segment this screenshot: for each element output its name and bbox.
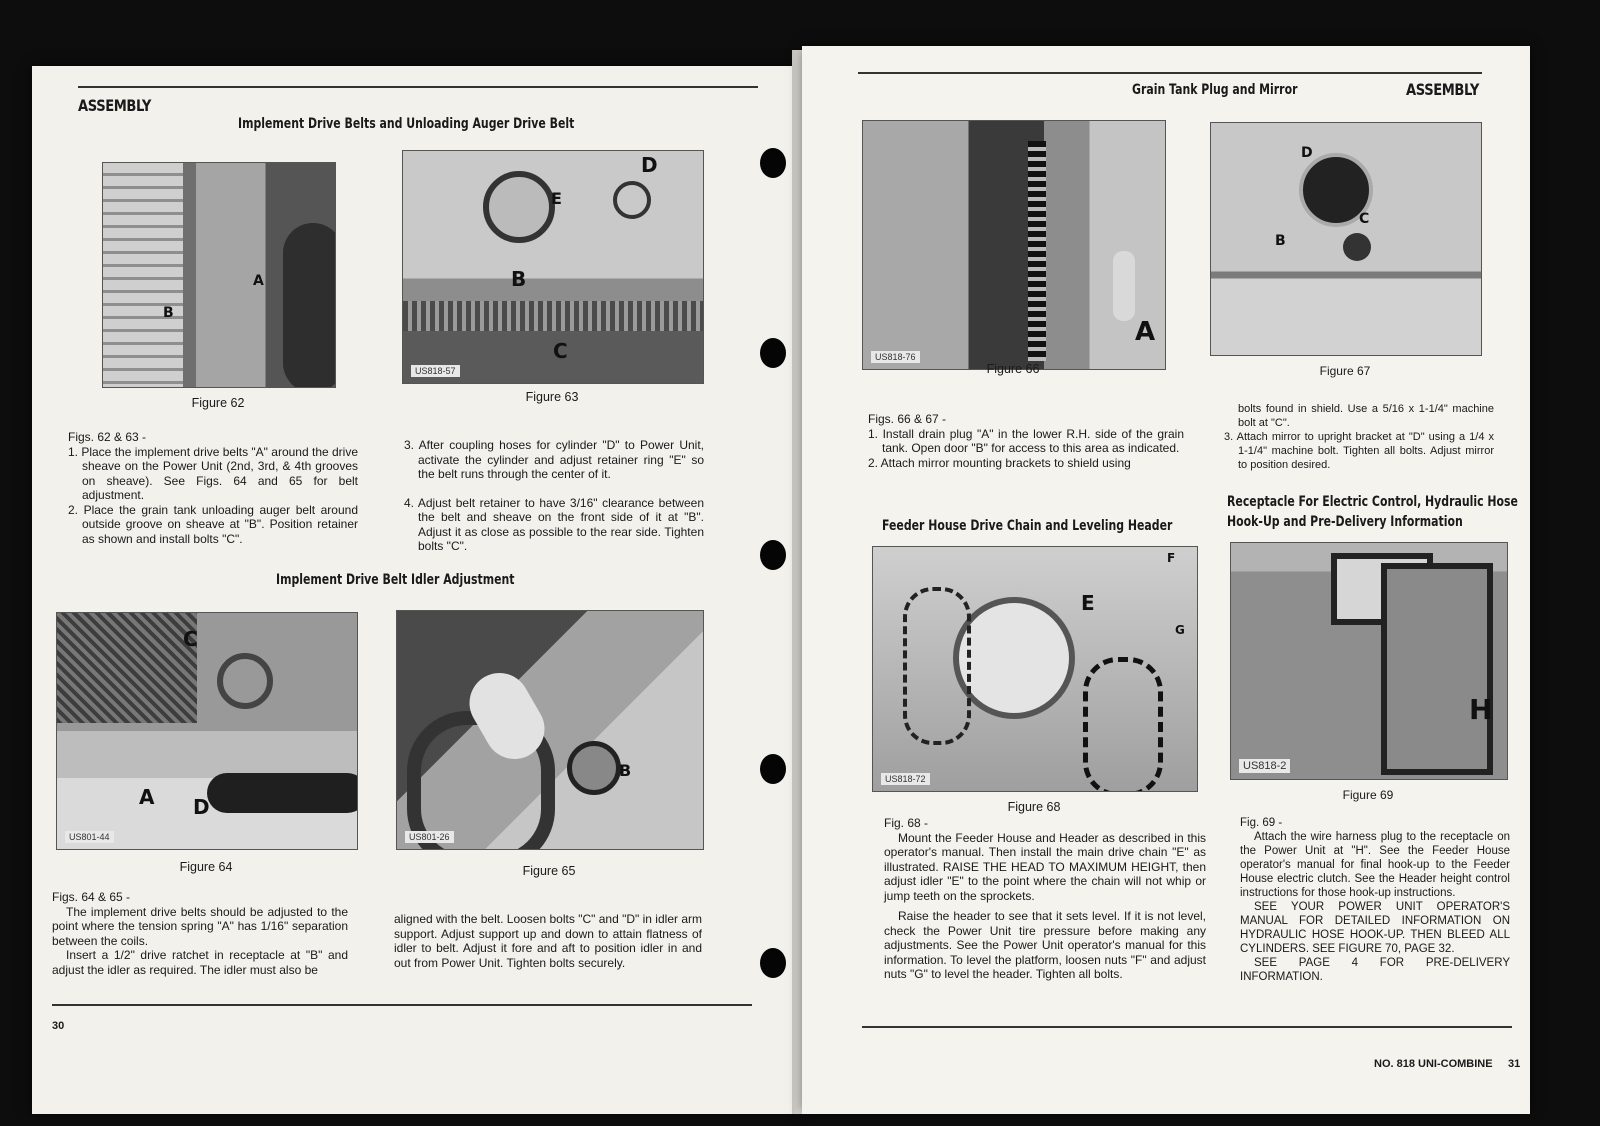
paragraph: SEE YOUR POWER UNIT OPERATOR'S MANUAL FOR DETAILED INFORMATION ON HYDRAULIC HOSE HOOK-UP. THEN BLEED ALL CYLINDERS. SEE FIGURE 70, PAGE 32. — [1240, 901, 1510, 955]
binder-hole — [760, 754, 786, 784]
figs-66-67-text — [868, 412, 1184, 470]
photo-tag: US818-2 — [1239, 759, 1290, 773]
callout-label: A — [139, 785, 155, 809]
callout-label: D — [1301, 145, 1313, 161]
figure-69-caption: Figure 69 — [1342, 788, 1394, 802]
text-title: Figs. 64 & 65 - — [52, 890, 131, 904]
photo-tag: US818-76 — [871, 351, 920, 363]
paragraph: Insert a 1/2" drive ratchet in receptacle at "B" and adjust the idler as required. The idler must also be — [52, 948, 348, 977]
paragraph: SEE PAGE 4 FOR PRE-DELIVERY INFORMATION. — [1240, 957, 1510, 983]
callout-label: G — [1175, 623, 1185, 637]
paragraph: bolts found in shield. Use a 5/16 x 1-1/4" machine bolt at "C". — [1238, 403, 1494, 429]
figs-62-63-text-cont — [404, 438, 704, 554]
list-item: 4. Adjust belt retainer to have 3/16" clearance between the belt and sheave on the front side of it at "B". Adjust it as close as possible to the rear side. Tighten bolts "C". — [404, 495, 704, 553]
text-title: Fig. 69 - — [1240, 817, 1283, 829]
callout-label: B — [511, 267, 527, 291]
callout-label: C — [183, 627, 198, 651]
figure-64-photo — [56, 612, 358, 850]
heading-feeder-house: Feeder House Drive Chain and Leveling Header — [882, 518, 1173, 534]
figs-64-65-text — [52, 890, 348, 977]
figure-64-caption: Figure 64 — [179, 860, 233, 874]
figs-62-63-text — [68, 430, 358, 546]
figure-63-caption: Figure 63 — [525, 390, 579, 404]
page-number-30: 30 — [52, 1020, 65, 1032]
right-page — [802, 46, 1530, 1114]
section-label: ASSEMBLY — [78, 96, 152, 115]
figure-63-photo — [402, 150, 704, 384]
callout-label: B — [163, 305, 174, 321]
callout-label: F — [1167, 551, 1176, 565]
callout-label: C — [553, 339, 568, 363]
list-item: 1. Install drain plug "A" in the lower R.H. side of the grain tank. Open door "B" for access to this area as indicated. — [868, 426, 1184, 455]
heading-grain-tank: Grain Tank Plug and Mirror — [1132, 82, 1298, 98]
figure-68-caption: Figure 68 — [1007, 800, 1061, 814]
callout-label: C — [1359, 211, 1370, 227]
heading-receptacle-line1: Receptacle For Electric Control, Hydraulic Hose — [1227, 494, 1518, 510]
callout-label: A — [253, 273, 264, 289]
callout-label: E — [1081, 591, 1095, 615]
callout-label: B — [1275, 233, 1286, 249]
heading-drive-belts: Implement Drive Belts and Unloading Auger Drive Belt — [238, 116, 575, 132]
callout-label: H — [1469, 693, 1493, 726]
callout-label: A — [1135, 317, 1156, 347]
figure-65-caption: Figure 65 — [522, 864, 576, 878]
figure-68-photo — [872, 546, 1198, 792]
callout-label: D — [641, 153, 658, 177]
photo-tag: US801-44 — [65, 831, 114, 843]
section-label: ASSEMBLY — [1406, 80, 1480, 99]
text-title: Figs. 66 & 67 - — [868, 412, 947, 426]
paragraph: The implement drive belts should be adjusted to the point where the tension spring "A" has 1/16" separation between the coils. — [52, 904, 348, 948]
figure-69-photo — [1230, 542, 1508, 780]
callout-label: D — [193, 795, 210, 819]
footer-title: NO. 818 UNI-COMBINE — [1374, 1058, 1493, 1070]
top-rule — [858, 72, 1482, 74]
heading-receptacle-line2: Hook-Up and Pre-Delivery Information — [1227, 514, 1463, 530]
fig-69-text — [1240, 816, 1510, 984]
top-rule — [78, 86, 758, 88]
binder-hole — [760, 338, 786, 368]
list-item: 1. Place the implement drive belts "A" around the drive sheave on the Power Unit (2nd, 3rd, & 4th grooves on sheave). See Figs. 64 and 65 for belt adjustment. — [68, 444, 359, 502]
heading-idler-adjustment: Implement Drive Belt Idler Adjustment — [276, 572, 515, 588]
paragraph: Mount the Feeder House and Header as described in this operator's manual. Then install the main drive chain "E" as illustrated. RAISE THE HEAD TO MAXIMUM HEIGHT, then adjust idler "E" to the point where the chain will not whip or jump teeth on the sprockets. — [884, 830, 1206, 903]
binder-hole — [760, 948, 786, 978]
fig-68-text — [884, 816, 1206, 982]
list-item: 2. Attach mirror mounting brackets to shield using — [868, 455, 1131, 470]
binder-hole — [760, 540, 786, 570]
bottom-rule — [52, 1004, 752, 1006]
photo-tag: US818-57 — [411, 365, 460, 377]
page-number-31: 31 — [1508, 1058, 1521, 1070]
list-item: 3. After coupling hoses for cylinder "D" to Power Unit, activate the cylinder and adjust retainer ring "E" so the belt runs through the center of it. — [404, 438, 704, 481]
figure-65-photo — [396, 610, 704, 850]
photo-tag: US801-26 — [405, 831, 454, 843]
callout-label: B — [619, 761, 632, 780]
list-item: 3. Attach mirror to upright bracket at "D" using a 1/4 x 1-1/4" machine bolt. Tighten all bolts. Adjust mirror to position desired. — [1224, 431, 1494, 471]
callout-label: E — [551, 189, 562, 208]
binder-hole — [760, 148, 786, 178]
bottom-rule — [862, 1026, 1512, 1028]
figure-62-caption: Figure 62 — [191, 396, 245, 410]
figure-62-photo — [102, 162, 336, 388]
figure-67-photo — [1210, 122, 1482, 356]
figs-66-67-text-cont — [1224, 402, 1494, 472]
left-page — [32, 66, 798, 1114]
text-title: Fig. 68 - — [884, 816, 929, 830]
list-item: 2. Place the grain tank unloading auger belt around outside groove on sheave at "B". Position retainer as shown and install bolts "C". — [68, 502, 358, 546]
figure-67-caption: Figure 67 — [1319, 364, 1371, 378]
figure-66-caption: Figure 66 — [986, 362, 1040, 376]
figs-64-65-text-cont: aligned with the belt. Loosen bolts "C" and "D" in idler arm support. Adjust support up and down to attain flatness of idler to belt. Adjust it fore and aft to position idler in and out from Power Unit. Tighten bolts securely. — [394, 912, 702, 970]
text-title: Figs. 62 & 63 - — [68, 430, 147, 444]
paragraph: Raise the header to see that it sets level. If it is not level, check the Power Unit tire pressure before making any adjustments. See the Power Unit operator's manual for this information. To level the platform, loosen nuts "F" and adjust nuts "G" to level the header. Tighten all bolts. — [884, 909, 1206, 981]
figure-66-photo — [862, 120, 1166, 370]
paragraph: Attach the wire harness plug to the receptacle on the Power Unit at "H". See the Feeder House operator's manual for final hook-up to the Feeder House electric clutch. See the Header height control instructions for those hook-up instructions. — [1240, 831, 1510, 899]
photo-tag: US818-72 — [881, 773, 930, 785]
